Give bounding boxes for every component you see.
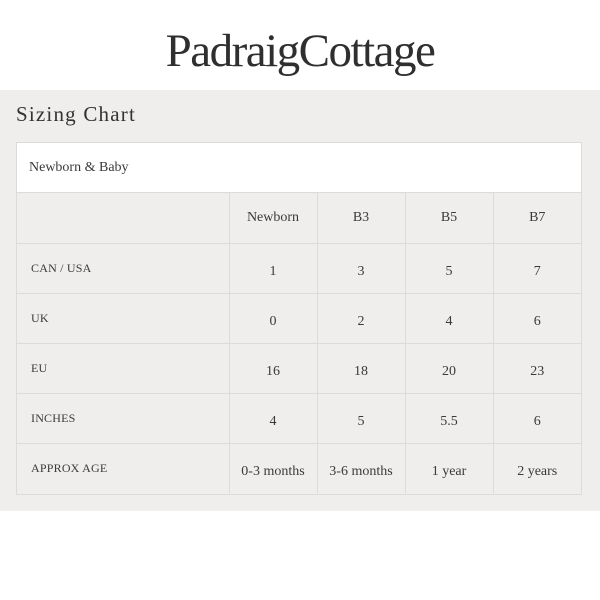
table-cell: 2 xyxy=(317,293,405,343)
table-cell: 2 years xyxy=(493,443,581,493)
sizing-card xyxy=(16,142,582,495)
card-header: Newborn & Baby xyxy=(17,143,581,193)
column-header-empty xyxy=(17,193,229,243)
table-row xyxy=(17,293,581,343)
table-cell: 5 xyxy=(317,393,405,443)
column-header-b3: B3 xyxy=(317,193,405,243)
row-label: APPROX AGE xyxy=(31,460,108,475)
table-cell: 23 xyxy=(493,343,581,393)
column-header-newborn: Newborn xyxy=(229,193,317,243)
table-cell: 6 xyxy=(493,393,581,443)
table-cell: 1 year xyxy=(405,443,493,493)
table-cell: 5.5 xyxy=(405,393,493,443)
table-row xyxy=(17,343,581,393)
table-cell: 18 xyxy=(317,343,405,393)
table-cell: 0 xyxy=(229,293,317,343)
table-row xyxy=(17,243,581,293)
table-cell: 4 xyxy=(405,293,493,343)
table-cell: 3 xyxy=(317,243,405,293)
row-label: EU xyxy=(17,343,229,393)
table-cell: 6 xyxy=(493,293,581,343)
table-cell: 0-3 months xyxy=(229,443,317,493)
section-title: Sizing Chart xyxy=(16,102,136,126)
table-cell: 7 xyxy=(493,243,581,293)
table-row xyxy=(17,443,581,493)
sizing-table xyxy=(17,193,581,493)
table-cell: 3-6 months xyxy=(317,443,405,493)
table-cell: 5 xyxy=(405,243,493,293)
column-header-b5: B5 xyxy=(405,193,493,243)
sizing-panel xyxy=(0,90,600,511)
row-label: INCHES xyxy=(17,393,229,443)
row-label: CAN / USA xyxy=(17,243,229,293)
table-cell: 1 xyxy=(229,243,317,293)
row-label: UK xyxy=(17,293,229,343)
table-cell: 16 xyxy=(229,343,317,393)
table-row xyxy=(17,393,581,443)
table-header-row xyxy=(17,193,581,243)
table-cell: 20 xyxy=(405,343,493,393)
brand-logo: PadraigCottage xyxy=(165,25,435,77)
table-cell: 4 xyxy=(229,393,317,443)
column-header-b7: B7 xyxy=(493,193,581,243)
